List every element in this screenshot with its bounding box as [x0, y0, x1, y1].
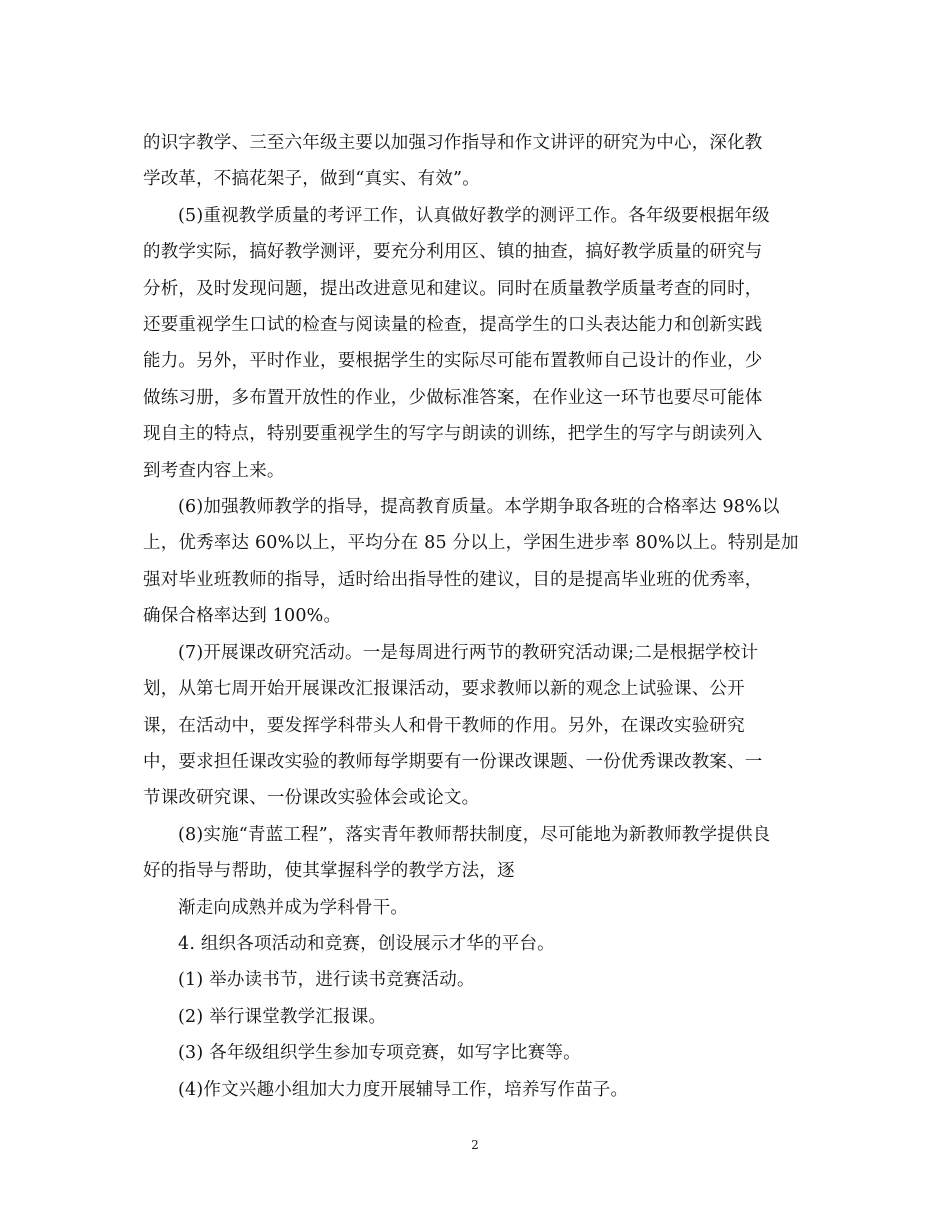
paragraph-item-8-continued — [143, 890, 815, 926]
text-line: 现自主的特点，特别要重视学生的写字与朗读的训练，把学生的写字与朗读列入 — [143, 424, 763, 445]
paragraph-literacy-teaching — [143, 125, 815, 198]
text-line: 好的指导与帮助，使其掌握科学的教学方法，逐 — [143, 861, 515, 882]
text-line: 能力。另外，平时作业，要根据学生的实际尽可能布置教师自己设计的作业，少 — [143, 351, 763, 372]
text-line: 分析，及时发现问题，提出改进意见和建议。同时在质量教学质量考查的同时， — [143, 278, 763, 299]
text-line: 划，从第七周开始开展课改汇报课活动，要求教师以新的观念上试验课、公开 — [143, 679, 745, 700]
text-line: (2) 举行课堂教学汇报课。 — [178, 1006, 387, 1027]
text-line: 渐走向成熟并成为学科骨干。 — [178, 897, 409, 918]
text-line: (3) 各年级组织学生参加专项竞赛，如写字比赛等。 — [178, 1043, 581, 1064]
text-line: (6)加强教师教学的指导，提高教育质量。本学期争取各班的合格率达 98%以 — [178, 497, 780, 518]
paragraph-item-8 — [143, 817, 815, 890]
text-line: 的教学实际，搞好教学测评，要充分利用区、镇的抽查，搞好教学质量的研究与 — [143, 242, 763, 263]
text-line: 节课改研究课、一份课改实验体会或论文。 — [143, 788, 480, 809]
text-line: 4. 组织各项活动和竞赛，创设展示才华的平台。 — [178, 933, 555, 954]
text-line: 学改革，不搞花架子，做到“真实、有效”。 — [143, 169, 480, 190]
text-line: 的识字教学、三至六年级主要以加强习作指导和作文讲评的研究为中心，深化教 — [143, 133, 763, 153]
list-item-1 — [143, 962, 815, 998]
text-line: (7)开展课改研究活动。一是每周进行两节的教研究活动课;二是根据学校计 — [178, 642, 759, 663]
text-line: 做练习册，多布置开放性的作业，少做标准答案，在作业这一环节也要尽可能体 — [143, 387, 763, 408]
body-text — [143, 125, 815, 1108]
paragraph-item-7 — [143, 635, 815, 817]
text-line: (1) 举办读书节，进行读书竞赛活动。 — [178, 970, 475, 991]
text-line: (4)作文兴趣小组加大力度开展辅导工作，培养写作苗子。 — [178, 1079, 629, 1100]
paragraph-item-6 — [143, 489, 815, 635]
list-item-3 — [143, 1035, 815, 1071]
list-item-2 — [143, 999, 815, 1035]
text-line: 上，优秀率达 60%以上，平均分在 85 分以上，学困生进步率 80%以上。特别是加 — [143, 533, 799, 554]
page-number: 2 — [471, 1138, 479, 1152]
paragraph-item-5 — [143, 198, 815, 489]
text-line: 中，要求担任课改实验的教师每学期要有一份课改课题、一份优秀课改教案、一 — [143, 751, 763, 772]
text-line: 确保合格率达到 100%。 — [143, 606, 342, 627]
section-heading-4 — [143, 926, 815, 962]
text-line: 课，在活动中，要发挥学科带头人和骨干教师的作用。另外，在课改实验研究 — [143, 715, 745, 736]
text-line: 还要重视学生口试的检查与阅读量的检查，提高学生的口头表达能力和创新实践 — [143, 315, 763, 336]
list-item-4 — [143, 1072, 815, 1108]
text-line: 到考查内容上来。 — [143, 460, 285, 481]
text-line: (8)实施“青蓝工程”，落实青年教师帮扶制度，尽可能地为新教师教学提供良 — [178, 824, 771, 845]
text-line: 强对毕业班教师的指导，适时给出指导性的建议，目的是提高毕业班的优秀率， — [143, 569, 763, 590]
text-line: (5)重视教学质量的考评工作，认真做好教学的测评工作。各年级要根据年级 — [178, 205, 770, 226]
